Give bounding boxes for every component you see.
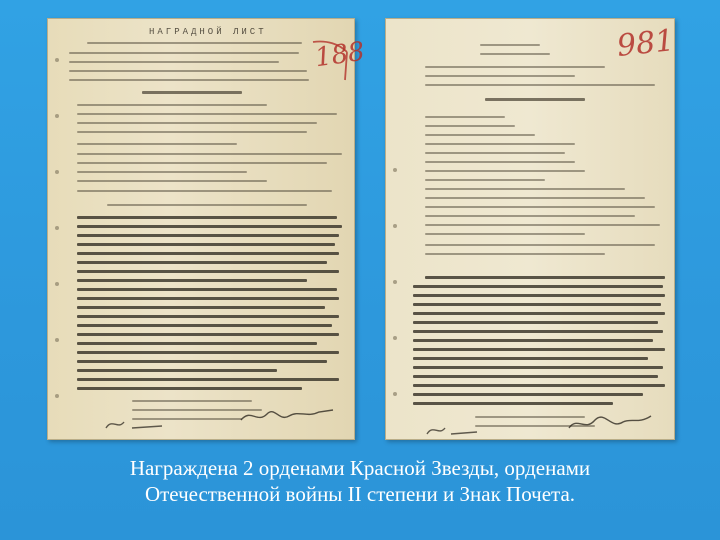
signature xyxy=(565,410,655,436)
caption-line-1: Награждена 2 орденами Красной Звезды, орденами xyxy=(129,456,591,480)
award-sheet-heading: НАГРАДНОЙ ЛИСТ xyxy=(149,27,267,37)
handwritten-date xyxy=(102,414,172,434)
caption-line-2: Отечественной войны II степени и Знак Почета. xyxy=(144,482,576,506)
punch-holes xyxy=(55,58,59,450)
award-sheet-right xyxy=(385,18,675,440)
handwritten-date xyxy=(423,422,483,438)
signature xyxy=(237,404,337,428)
handwritten-number: 188 xyxy=(313,36,367,74)
red-bracket-mark xyxy=(309,38,353,84)
handwritten-number: 981 xyxy=(615,23,676,64)
award-sheet-left xyxy=(47,18,367,440)
slide-caption xyxy=(0,455,720,507)
punch-holes xyxy=(393,168,397,448)
